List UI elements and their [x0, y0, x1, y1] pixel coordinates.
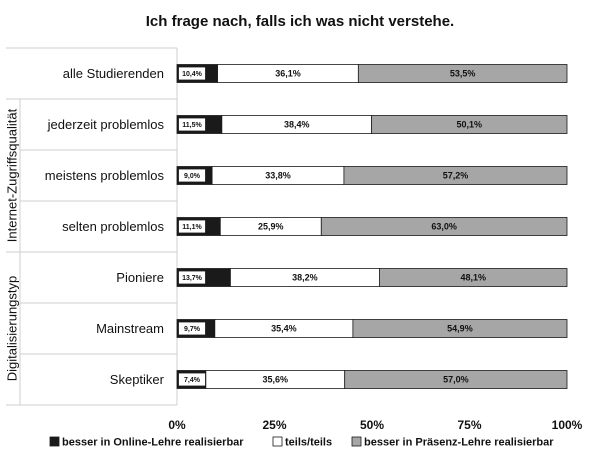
bar-value-label: 9,7% [184, 326, 200, 333]
category-label: Skeptiker [109, 372, 164, 387]
bar-value-label: 53,5% [449, 68, 476, 79]
bar-value-label: 35,6% [262, 374, 289, 385]
bar-value-label: 11,5% [182, 122, 202, 129]
bar-value-label: 33,8% [265, 170, 291, 181]
legend-swatch [50, 437, 59, 446]
bar-value-label: 48,1% [460, 272, 486, 283]
legend [50, 437, 554, 449]
bar-value-label: 7,4% [184, 377, 200, 384]
bar-value-label: 63,0% [431, 221, 457, 232]
bar-value-label: 9,0% [184, 173, 200, 180]
chart-title: Ich frage nach, falls ich was nicht verstehe. [145, 13, 455, 30]
category-labels [45, 66, 165, 387]
bars [177, 65, 567, 389]
category-label: jederzeit problemlos [47, 117, 164, 132]
x-tick-label: 25% [262, 418, 287, 432]
category-label: alle Studierenden [62, 66, 164, 81]
legend-label: besser in Online-Lehre realisierbar [62, 436, 244, 449]
legend-swatch [273, 437, 282, 446]
x-tick-label: 50% [359, 418, 385, 432]
category-label: selten problemlos [62, 219, 164, 234]
bar-value-label: 57,0% [443, 374, 469, 385]
x-axis-ticks [168, 418, 582, 432]
bar-value-label: 11,1% [182, 224, 202, 231]
category-label: Pioniere [116, 270, 164, 285]
bar-value-label: 50,1% [456, 119, 483, 130]
group-label: Digitalisierungstyp [4, 275, 20, 382]
bar-value-label: 35,4% [271, 323, 297, 334]
legend-label: besser in Präsenz-Lehre realisierbar [364, 436, 554, 449]
x-tick-label: 75% [457, 418, 482, 432]
x-tick-label: 0% [168, 418, 186, 432]
bar-value-label: 13,7% [182, 275, 202, 282]
category-label: meistens problemlos [44, 168, 164, 183]
group-label: Internet-Zugriffsqualität [4, 108, 20, 243]
bar-value-label: 54,9% [447, 323, 473, 334]
category-label: Mainstream [96, 321, 164, 336]
bar-value-label: 38,4% [283, 119, 310, 130]
x-tick-label: 100% [551, 418, 583, 432]
bar-value-label: 36,1% [275, 68, 301, 79]
legend-swatch [352, 437, 361, 446]
legend-label: teils/teils [285, 436, 333, 449]
bar-value-label: 25,9% [258, 221, 284, 232]
bar-value-label: 10,4% [182, 71, 202, 78]
bar-value-label: 57,2% [442, 170, 469, 181]
group-labels [4, 108, 19, 381]
bar-value-label: 38,2% [292, 272, 318, 283]
